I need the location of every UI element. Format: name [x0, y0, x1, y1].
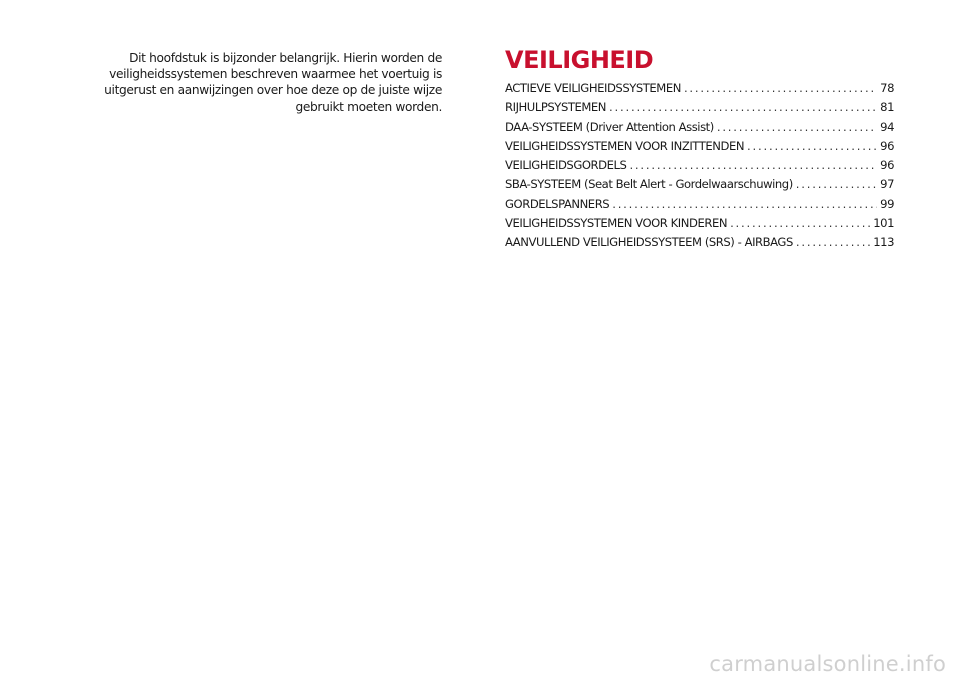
toc-entry[interactable] — [505, 235, 894, 254]
toc-entry-label: SBA-SYSTEEM (Seat Belt Alert - Gordelwaarschuwing) — [505, 177, 793, 192]
toc-leader-dots — [609, 100, 877, 114]
table-of-contents — [505, 81, 894, 255]
chapter-title: VEILIGHEID — [505, 46, 654, 74]
toc-entry-label: RIJHULPSYSTEMEN — [505, 100, 607, 115]
toc-entry-page: 94 — [880, 119, 894, 134]
toc-entry-label: VEILIGHEIDSSYSTEMEN VOOR KINDEREN — [505, 216, 728, 231]
toc-entry[interactable] — [505, 139, 894, 158]
toc-entry[interactable] — [505, 216, 894, 235]
toc-entry[interactable] — [505, 120, 894, 139]
toc-entry-page: 96 — [880, 138, 894, 153]
toc-entry-page: 97 — [880, 177, 894, 192]
toc-leader-dots — [796, 177, 877, 191]
toc-entry-page: 96 — [880, 158, 894, 173]
toc-entry-page: 113 — [873, 235, 894, 250]
toc-entry-label: AANVULLEND VEILIGHEIDSSYSTEEM (SRS) - AIRBAGS — [505, 235, 793, 250]
toc-entry[interactable] — [505, 100, 894, 119]
intro-line: uitgerust en aanwijzingen over hoe deze op de juiste wijze — [104, 83, 442, 98]
intro-line: Dit hoofdstuk is bijzonder belangrijk. Hierin worden de — [129, 51, 442, 65]
toc-leader-dots — [796, 235, 870, 249]
toc-entry[interactable] — [505, 81, 894, 100]
watermark-text: carmanualsonline.info — [709, 652, 946, 676]
intro-line: gebruikt moeten worden. — [295, 99, 442, 114]
toc-leader-dots — [612, 197, 877, 211]
toc-leader-dots — [730, 216, 870, 230]
toc-entry-page: 99 — [880, 196, 894, 211]
toc-entry-page: 101 — [873, 216, 894, 231]
toc-entry-page: 78 — [880, 81, 894, 95]
chapter-intro — [100, 50, 442, 115]
toc-leader-dots — [717, 120, 877, 134]
toc-entry-page: 81 — [880, 100, 894, 115]
toc-entry[interactable] — [505, 177, 894, 196]
toc-leader-dots — [684, 81, 877, 95]
toc-entry[interactable] — [505, 197, 894, 216]
toc-leader-dots — [629, 158, 877, 172]
toc-entry-label: GORDELSPANNERS — [505, 196, 610, 211]
toc-entry[interactable] — [505, 158, 894, 177]
toc-leader-dots — [747, 139, 877, 153]
intro-line: veiligheidssystemen beschreven waarmee het voertuig is — [109, 67, 442, 82]
toc-entry-label: VEILIGHEIDSSYSTEMEN VOOR INZITTENDEN — [505, 138, 745, 153]
toc-entry-label: DAA-SYSTEEM (Driver Attention Assist) — [505, 119, 714, 134]
toc-entry-label: VEILIGHEIDSGORDELS — [505, 158, 627, 173]
toc-entry-label: ACTIEVE VEILIGHEIDSSYSTEMEN — [505, 81, 681, 95]
